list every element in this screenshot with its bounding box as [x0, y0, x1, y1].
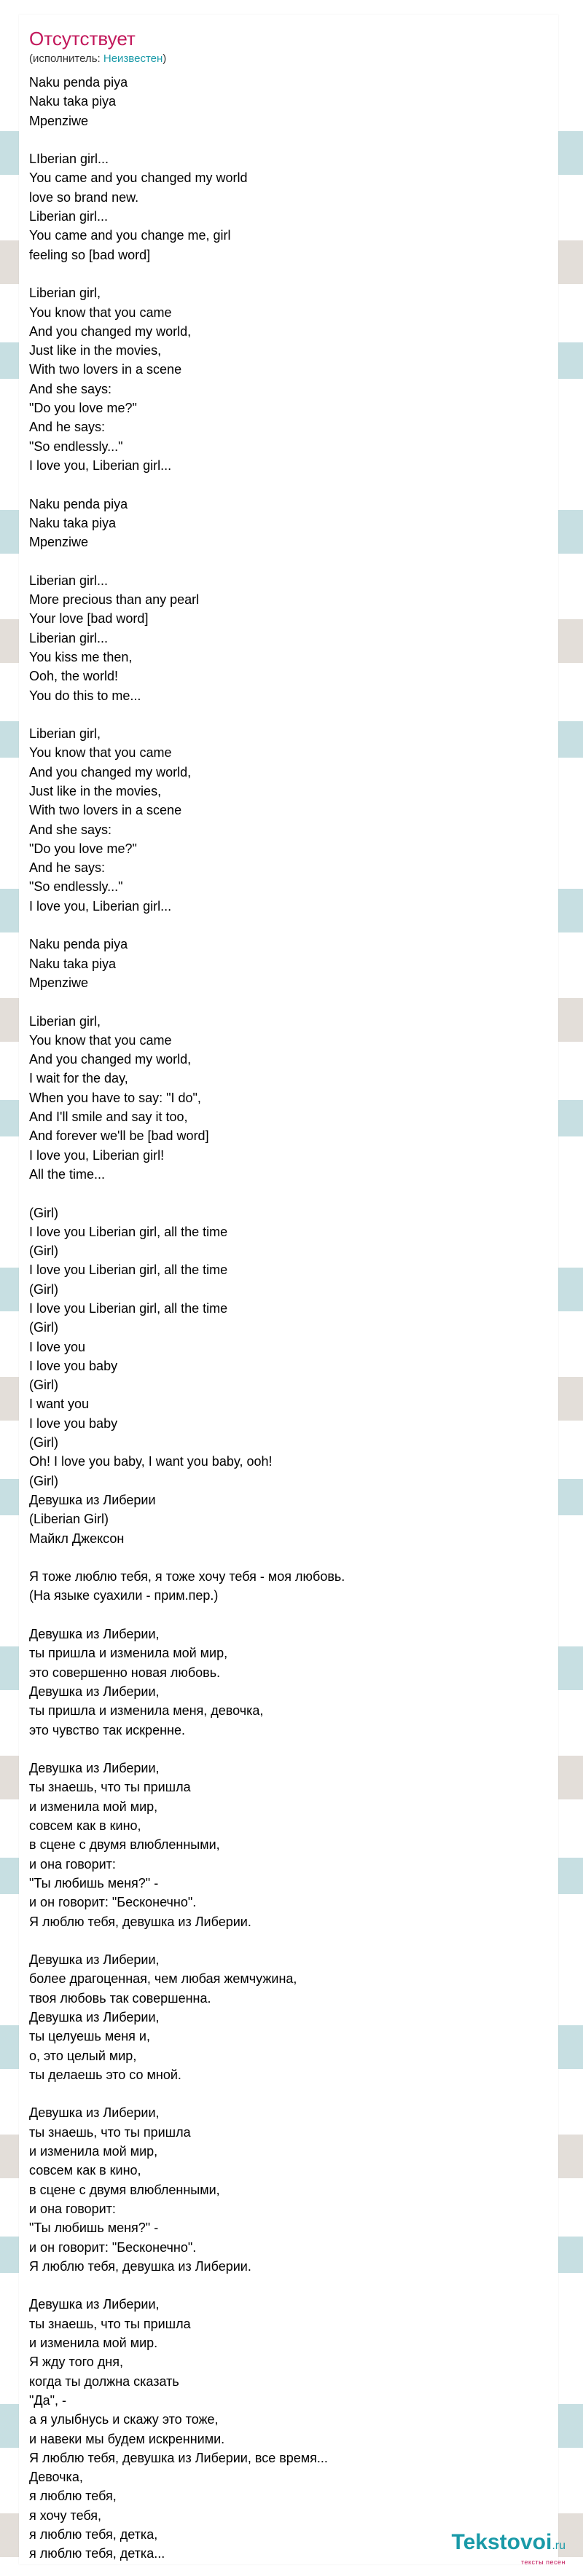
lyric-line: (Girl)	[29, 1320, 58, 1335]
lyric-line: I wait for the day,	[29, 1071, 128, 1086]
stanza-break	[29, 2276, 554, 2295]
lyric-line: You know that you came	[29, 1032, 172, 1048]
lyric-line: это чувство так искренне.	[29, 1722, 185, 1737]
lyric-line: Майкл Джексон	[29, 1531, 125, 1546]
lyric-line: Я тоже люблю тебя, я тоже хочу тебя - моя любовь.	[29, 1569, 345, 1585]
stanza-break	[29, 992, 554, 1011]
lyric-line: ты пришла и изменила мой мир,	[29, 1646, 228, 1661]
stanza-break	[29, 2084, 554, 2103]
lyric-line: "So endlessly..."	[29, 439, 123, 454]
lyric-line: Oh! I love you baby, I want you baby, ooh!	[29, 1454, 273, 1469]
lyric-line: You came and you change me, girl	[29, 228, 231, 243]
stanza-break	[29, 130, 554, 149]
stanza-break	[29, 475, 554, 494]
lyric-line: более драгоценная, чем любая жемчужина,	[29, 1971, 297, 1987]
lyrics-text	[29, 73, 554, 2564]
lyric-line: And you changed my world,	[29, 1052, 192, 1067]
lyric-line: Я люблю тебя, девушка из Либерии.	[29, 2258, 251, 2274]
lyric-line: а я улыбнусь и скажу это тоже,	[29, 2412, 219, 2427]
lyric-line: Mpenziwe	[29, 535, 89, 550]
lyric-line: feeling so [bad word]	[29, 247, 151, 262]
lyric-line: (Girl)	[29, 1281, 58, 1297]
lyric-line: More precious than any pearl	[29, 592, 200, 608]
stanza-break	[29, 916, 554, 935]
artist-byline	[29, 52, 166, 65]
logo-name	[452, 2532, 566, 2557]
lyric-line: Naku penda piya	[29, 496, 128, 511]
lyric-line: Mpenziwe	[29, 113, 89, 128]
lyric-line: You came and you changed my world	[29, 170, 248, 186]
lyric-line: love so brand new.	[29, 189, 139, 205]
lyric-line: и изменила мой мир.	[29, 2336, 158, 2351]
lyric-line: "Do you love me?"	[29, 841, 137, 856]
stanza-break	[29, 1548, 554, 1567]
lyric-line: "Ты любишь меня?" -	[29, 1875, 159, 1890]
lyric-line: Ooh, the world!	[29, 669, 119, 684]
lyric-line: и она говорит:	[29, 2201, 116, 2216]
lyric-line: ты знаешь, что ты пришла	[29, 2316, 191, 2331]
lyric-line: "Do you love me?"	[29, 401, 137, 416]
lyric-line: Naku taka piya	[29, 94, 117, 109]
lyric-line: I love you	[29, 1339, 86, 1354]
lyric-line: Your love [bad word]	[29, 611, 149, 627]
lyric-line: Я люблю тебя, девушка из Либерии, все время...	[29, 2450, 328, 2465]
lyric-line: Liberian girl,	[29, 286, 101, 301]
lyric-line: совсем как в кино,	[29, 2163, 141, 2178]
lyric-line: And he says:	[29, 420, 106, 435]
lyric-line: With two lovers in a scene	[29, 803, 182, 818]
lyric-line: и она говорит:	[29, 1856, 116, 1872]
lyric-line: I want you	[29, 1397, 90, 1412]
lyric-line: "Ты любишь меня?" -	[29, 2220, 159, 2236]
lyric-line: And you changed my world,	[29, 764, 192, 780]
lyric-line: I love you, Liberian girl...	[29, 458, 172, 473]
lyric-line: Я жду того дня,	[29, 2355, 123, 2370]
lyric-line: I love you, Liberian girl!	[29, 1147, 165, 1163]
lyric-line: совсем как в кино,	[29, 1818, 141, 1834]
lyric-line: You do this to me...	[29, 688, 141, 703]
lyric-line: Девушка из Либерии,	[29, 1761, 160, 1776]
lyric-line: And I'll smile and say it too,	[29, 1110, 188, 1125]
lyric-line: Девушка из Либерии,	[29, 2297, 160, 2312]
lyric-line: в сцене с двумя влюбленными,	[29, 2182, 220, 2197]
lyric-line: Девушка из Либерии	[29, 1492, 156, 1507]
stanza-break	[29, 1931, 554, 1950]
lyric-line: и он говорит: "Бесконечно".	[29, 2239, 197, 2255]
lyric-line: когда ты должна сказать	[29, 2373, 179, 2389]
lyric-line: ты знаешь, что ты пришла	[29, 1780, 191, 1795]
lyric-line: Девушка из Либерии,	[29, 2009, 160, 2025]
page-title: Отсутствует	[29, 28, 136, 50]
lyric-line: я люблю тебя,	[29, 2489, 117, 2504]
lyric-line: и изменила мой мир,	[29, 1799, 158, 1814]
lyric-line: (На языке суахили - прим.пер.)	[29, 1588, 219, 1603]
lyric-line: и навеки мы будем искренними.	[29, 2431, 225, 2446]
logo-tagline: тексты песен	[520, 2559, 566, 2566]
stanza-break	[29, 705, 554, 724]
stanza-break	[29, 1184, 554, 1203]
lyric-line: And she says:	[29, 381, 112, 396]
lyric-line: я люблю тебя, детка...	[29, 2546, 165, 2561]
lyric-line: Девушка из Либерии,	[29, 1952, 160, 1968]
lyric-line: это совершенно новая любовь.	[29, 1665, 221, 1680]
lyric-line: ты знаешь, что ты пришла	[29, 2124, 191, 2140]
lyric-line: Девушка из Либерии,	[29, 1684, 160, 1699]
lyric-line: Mpenziwe	[29, 975, 89, 990]
lyric-line: I love you, Liberian girl...	[29, 898, 172, 914]
lyric-line: (Girl)	[29, 1473, 58, 1488]
lyric-line: и изменила мой мир,	[29, 2144, 158, 2159]
lyric-line: Naku penda piya	[29, 75, 128, 90]
lyric-line: ты делаешь это со мной.	[29, 2067, 181, 2082]
lyric-line: и он говорит: "Бесконечно".	[29, 1895, 197, 1910]
lyric-line: When you have to say: "I do",	[29, 1090, 201, 1105]
lyric-line: "Да", -	[29, 2392, 66, 2408]
lyric-line: твоя любовь так совершенна.	[29, 1990, 211, 2006]
lyric-line: в сцене с двумя влюбленными,	[29, 1837, 220, 1853]
lyric-line: And she says:	[29, 822, 112, 837]
lyric-line: Just like in the movies,	[29, 343, 162, 358]
stanza-break	[29, 1606, 554, 1625]
stanza-break	[29, 264, 554, 283]
logo-wordmark: Tekstovoi	[451, 2530, 552, 2554]
lyric-line: I love you Liberian girl, all the time	[29, 1263, 228, 1278]
lyric-line: (Girl)	[29, 1378, 58, 1393]
lyric-line: (Girl)	[29, 1244, 58, 1259]
lyric-line: You know that you came	[29, 745, 172, 761]
lyric-line: "So endlessly..."	[29, 879, 123, 895]
lyric-line: I love you Liberian girl, all the time	[29, 1301, 228, 1316]
artist-link[interactable]: Неизвестен	[103, 52, 163, 65]
lyric-line: Liberian girl...	[29, 209, 109, 224]
lyric-line: Liberian girl,	[29, 1013, 101, 1029]
byline-suffix: )	[163, 52, 167, 65]
lyric-line: (Liberian Girl)	[29, 1512, 109, 1527]
lyric-line: Liberian girl,	[29, 726, 101, 742]
stanza-break	[29, 1740, 554, 1759]
lyric-line: I love you baby	[29, 1358, 118, 1373]
lyric-line: All the time...	[29, 1166, 106, 1182]
lyric-line: I love you baby	[29, 1415, 118, 1431]
site-logo[interactable]	[452, 2532, 566, 2566]
lyric-line: Liberian girl...	[29, 573, 109, 588]
lyric-line: Just like in the movies,	[29, 783, 162, 798]
lyric-line: Девушка из Либерии,	[29, 2105, 160, 2121]
logo-tld: .ru	[552, 2540, 566, 2552]
lyric-line: You know that you came	[29, 305, 172, 320]
byline-prefix: (исполнитель:	[29, 52, 103, 65]
lyric-line: Naku penda piya	[29, 937, 128, 952]
lyric-line: о, это целый мир,	[29, 2048, 137, 2063]
lyric-line: я люблю тебя, детка,	[29, 2527, 158, 2542]
lyric-line: Девочка,	[29, 2470, 83, 2485]
lyric-line: Naku taka piya	[29, 956, 117, 971]
lyric-line: (Girl)	[29, 1205, 58, 1220]
lyric-line: я хочу тебя,	[29, 2508, 102, 2523]
lyric-line: Девушка из Либерии,	[29, 1627, 160, 1642]
lyric-line: Naku taka piya	[29, 515, 117, 530]
lyric-line: And you changed my world,	[29, 323, 192, 339]
lyric-line: You kiss me then,	[29, 649, 133, 664]
lyric-line: (Girl)	[29, 1435, 58, 1450]
lyric-line: Liberian girl...	[29, 630, 109, 645]
lyric-line: ты пришла и изменила меня, девочка,	[29, 1703, 264, 1719]
lyric-line: ты целуешь меня и,	[29, 2029, 150, 2044]
lyric-line: With two lovers in a scene	[29, 362, 182, 377]
lyric-line: And forever we'll be [bad word]	[29, 1128, 209, 1144]
lyric-line: And he says:	[29, 860, 106, 876]
lyric-line: LIberian girl...	[29, 152, 109, 167]
stanza-break	[29, 551, 554, 570]
lyric-line: Я люблю тебя, девушка из Либерии.	[29, 1914, 251, 1929]
lyric-line: I love you Liberian girl, all the time	[29, 1224, 228, 1239]
